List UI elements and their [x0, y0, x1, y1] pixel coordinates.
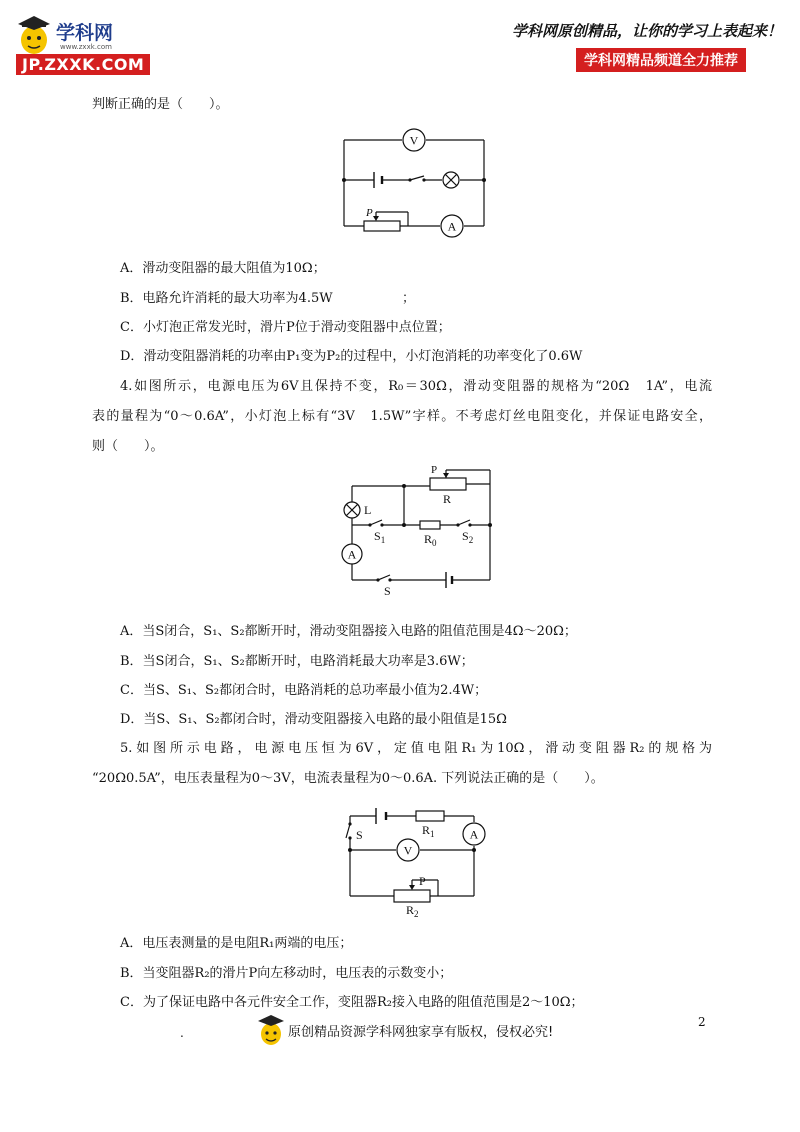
q5-slider-label: P [419, 874, 426, 888]
switch-contact [456, 523, 459, 526]
footer-mascot-icon [258, 1015, 284, 1047]
q3-option-b-mark: ； [402, 291, 416, 306]
q5-option-b: B．当变阻器R₂的滑片P向左移动时，电压表的示数变小； [120, 966, 453, 981]
logo-domain: JP.ZXXK.COM [16, 54, 150, 75]
switch-contact [376, 578, 379, 581]
rheostat-r2 [394, 890, 430, 902]
q4-option-d: D．当S、S₁、S₂都闭合时，滑动变阻器接入电路的最小阻值是15Ω [120, 712, 507, 727]
page-number: 2 [698, 1015, 706, 1029]
q5-option-a: A．电压表测量的是电阻R₁两端的电压； [120, 936, 353, 951]
switch-contact [380, 523, 383, 526]
switch-contact [368, 523, 371, 526]
rheostat-r [430, 478, 466, 490]
ammeter-label: A [447, 219, 457, 234]
r0-label: $R_0$ [424, 532, 437, 548]
q3-option-d: D．滑动变阻器消耗的功率由P₁变为P₂的过程中，小灯泡消耗的功率变化了0.6W [120, 349, 583, 364]
q4-option-b: B．当S闭合，S₁、S₂都断开时，电路消耗最大功率是3.6W； [120, 654, 474, 669]
junction-dot [402, 523, 406, 527]
s-label: S [384, 584, 391, 598]
q5-stem-line2: “20Ω0.5A”，电压表量程为0～3V，电流表量程为0～0.6A. 下列说法正确的是（ ）。 [92, 771, 604, 786]
ammeter-icon [441, 215, 463, 237]
header-logo [16, 14, 166, 76]
slider-arrow-icon [373, 216, 379, 221]
q4-option-c: C．当S、S₁、S₂都闭合时，电路消耗的总功率最小值为2.4W； [120, 683, 488, 698]
junction-dot [488, 523, 492, 527]
junction-dot [348, 848, 352, 852]
q4-stem-line2: 表的量程为“0～0.6A”，小灯泡上标有“3V 1.5W”字样。不考虑灯丝电阻变化，并保证电路安全， [92, 409, 712, 424]
switch-contact [468, 523, 471, 526]
q4-circuit-diagram [334, 464, 494, 598]
junction-dot [472, 848, 476, 852]
voltmeter-label: V [409, 133, 419, 148]
r1-label: $R_1$ [422, 823, 435, 839]
slider-label: P [366, 207, 373, 219]
lamp-label: L [364, 503, 372, 517]
junction-dot [482, 178, 486, 182]
switch-contact [388, 578, 391, 581]
q4-stem-line1: 4.如图所示，电源电压为6V且保持不变，R₀＝30Ω，滑动变阻器的规格为“20Ω 1A”，电流 [120, 379, 712, 394]
s2-label: $S_2$ [462, 529, 474, 545]
mascot-icon [16, 16, 52, 56]
junction-dot [402, 484, 406, 488]
q3-option-b: B．电路允许消耗的最大功率为4.5W [120, 291, 333, 306]
q5-voltmeter-label: V [403, 843, 413, 858]
slider-arrow-icon [443, 473, 449, 478]
q3-stem: 判断正确的是（ ）。 [92, 97, 229, 112]
junction-dot [342, 178, 346, 182]
q3-circuit-diagram [336, 126, 496, 238]
r2-label: $R_2$ [406, 903, 419, 918]
resistor-r1 [416, 811, 444, 821]
q4-ammeter-label: A [347, 547, 357, 562]
lamp-icon [344, 502, 360, 518]
q4-slider-label: P [431, 464, 438, 476]
q3-option-a: A．滑动变阻器的最大阻值为10Ω； [120, 261, 326, 276]
slider-arrow-icon [409, 885, 415, 890]
q4-option-a: A．当S闭合，S₁、S₂都断开时，滑动变阻器接入电路的阻值范围是4Ω～20Ω； [120, 624, 577, 639]
switch-contact [408, 178, 411, 181]
footer-dot: . [180, 1026, 184, 1040]
q5-circuit-diagram [340, 802, 488, 918]
q4-stem-line3: 则（ ）。 [92, 439, 164, 454]
s1-label: $S_1$ [374, 529, 386, 545]
q5-stem-line1: 5.如图所示电路，电源电压恒为6V，定值电阻R₁为10Ω，滑动变阻器R₂的规格为 [120, 741, 712, 756]
logo-subtext: www.zxxk.com [60, 43, 112, 51]
rheostat [364, 221, 400, 231]
switch-contact [348, 836, 351, 839]
ammeter-icon [463, 823, 485, 845]
q5-switch-label: S [356, 828, 363, 842]
switch-contact [348, 822, 351, 825]
q5-ammeter-label: A [469, 827, 479, 842]
switch-contact [422, 178, 425, 181]
ammeter-icon [342, 544, 362, 564]
lamp-icon [443, 172, 459, 188]
q5-option-c: C．为了保证电路中各元件安全工作，变阻器R₂接入电路的阻值范围是2～10Ω； [120, 995, 584, 1010]
voltmeter-icon [403, 129, 425, 151]
resistor-r0 [420, 521, 440, 529]
header-recommend-banner: 学科网精品频道全力推荐 [576, 48, 746, 72]
logo-text: 学科网 [56, 22, 114, 44]
footer-copyright-notice: 原创精品资源学科网独家享有版权，侵权必究! [288, 1025, 554, 1040]
q4-rheostat-label: R [443, 492, 452, 506]
voltmeter-icon [397, 839, 419, 861]
q3-option-c: C．小灯泡正常发光时，滑片P位于滑动变阻器中点位置； [120, 320, 451, 335]
header-slogan: 学科网原创精品，让你的学习上表起来！ [512, 22, 783, 40]
